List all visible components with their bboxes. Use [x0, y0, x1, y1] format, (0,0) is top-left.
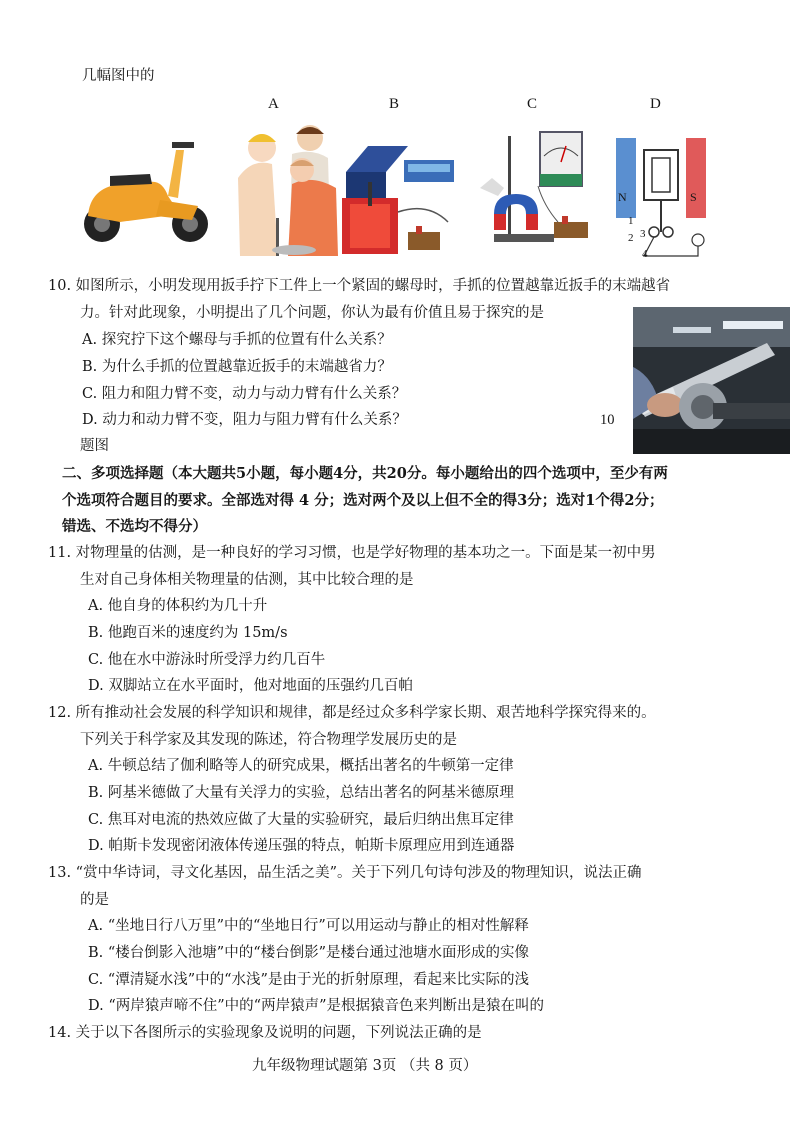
- q12-option-b: B. 阿基米德做了大量有关浮力的实验，总结出著名的阿基米德原理: [88, 785, 514, 801]
- q11-option-c: C. 他在水中游泳时所受浮力约几百牛: [88, 652, 326, 668]
- electric-scooter-figure: [80, 136, 212, 246]
- intro-text: 几幅图中的: [82, 68, 155, 84]
- q10-figure-caption: 题图: [80, 438, 109, 454]
- wrench-photo-figure: [633, 307, 790, 454]
- q10-stem-line2: 力。针对此现象，小明提出了几个问题，你认为最有价值且易于探究的是: [80, 305, 544, 321]
- page-footer: 九年级物理试题第 3页 （共 8 页）: [252, 1058, 478, 1074]
- q11-option-a: A. 他自身的体积约为几十升: [88, 598, 268, 614]
- magnet-s-label: S: [690, 190, 697, 204]
- q10-option-c: C. 阻力和阻力臂不变，动力与动力臂有什么关系？: [82, 386, 407, 402]
- coil-label-3: 3: [640, 228, 646, 240]
- q13-option-a: A. “坐地日行八万里”中的“坐地日行”可以用运动与静止的相对性解释: [88, 918, 529, 934]
- q11-option-d: D. 双脚站立在水平面时，他对地面的压强约几百帕: [88, 678, 413, 694]
- q12-option-c: C. 焦耳对电流的热效应做了大量的实验研究，最后归纳出焦耳定律: [88, 812, 514, 828]
- magnet-n-label: N: [618, 190, 627, 204]
- section2-line3: 错选、不选均不得分）: [62, 518, 207, 535]
- section2-line2: 个选项符合题目的要求。全部选对得 4 分；选对两个及以上但不全的得3分；选对1个得2分；: [62, 492, 664, 509]
- q11-stem-line2: 生对自己身体相关物理量的估测，其中比较合理的是: [80, 572, 414, 588]
- q10-figure-number: 10: [600, 412, 615, 428]
- q12-stem-line1: 12. 所有推动社会发展的科学知识和规律，都是经过众多科学家长期、艰苦地科学探究得来的。: [48, 705, 656, 721]
- coil-label-1: 1: [628, 215, 634, 227]
- q11-stem-line1: 11. 对物理量的估测，是一种良好的学习习惯，也是学好物理的基本功之一。下面是某一初中男: [48, 545, 656, 561]
- q13-stem-line1: 13. “赏中华诗词，寻文化基因，品生活之美”。关于下列几句诗句涉及的物理知识，说法正确: [48, 865, 642, 881]
- q10-option-d: D. 动力和动力臂不变，阻力与阻力臂有什么关系？: [82, 412, 407, 428]
- q11-option-b: B. 他跑百米的速度约为 15m/s: [88, 625, 288, 641]
- q12-stem-line2: 下列关于科学家及其发现的陈述，符合物理学发展历史的是: [80, 732, 457, 748]
- option-label-d: D: [650, 96, 661, 112]
- q10-option-a: A. 探究拧下这个螺母与手抓的位置有什么关系？: [82, 332, 392, 348]
- q10-option-b: B. 为什么手抓的位置越靠近扳手的末端越省力？: [82, 359, 392, 375]
- q13-stem-line2: 的是: [80, 892, 109, 908]
- q13-option-d: D. “两岸猿声啼不住”中的“两岸猿声”是根据猿音色来判断出是猿在叫的: [88, 998, 544, 1014]
- option-label-b: B: [389, 96, 400, 112]
- q10-stem-line1: 10. 如图所示，小明发现用扳手拧下工件上一个紧固的螺母时，手抓的位置越靠近扳手的末端越省: [48, 278, 671, 294]
- coil-label-2: 2: [628, 232, 634, 244]
- q14-stem-line1: 14. 关于以下各图所示的实验现象及说明的问题，下列说法正确的是: [48, 1025, 482, 1041]
- electromagnet-circuit-figure: [338, 142, 470, 264]
- q13-option-b: B. “楼台倒影入池塘”中的“楼台倒影”是楼台通过池塘水面形成的实像: [88, 945, 530, 961]
- option-label-c: C: [527, 96, 538, 112]
- section2-line1: 二、多项选择题（本大题共5小题，每小题4分，共20分。每小题给出的四个选项中，至少有两: [62, 465, 668, 482]
- q13-option-c: C. “潭清疑水浅”中的“水浅”是由于光的折射原理，看起来比实际的浅: [88, 972, 529, 988]
- magnet-galvanometer-figure: [474, 126, 616, 256]
- q12-option-a: A. 牛顿总结了伽利略等人的研究成果，概括出著名的牛顿第一定律: [88, 758, 514, 774]
- option-label-a: A: [268, 96, 279, 112]
- coil-label-4: 4: [642, 248, 648, 260]
- scientists-experiment-figure: [232, 118, 342, 256]
- q12-option-d: D. 帕斯卡发现密闭液体传递压强的特点，帕斯卡原理应用到连通器: [88, 838, 515, 854]
